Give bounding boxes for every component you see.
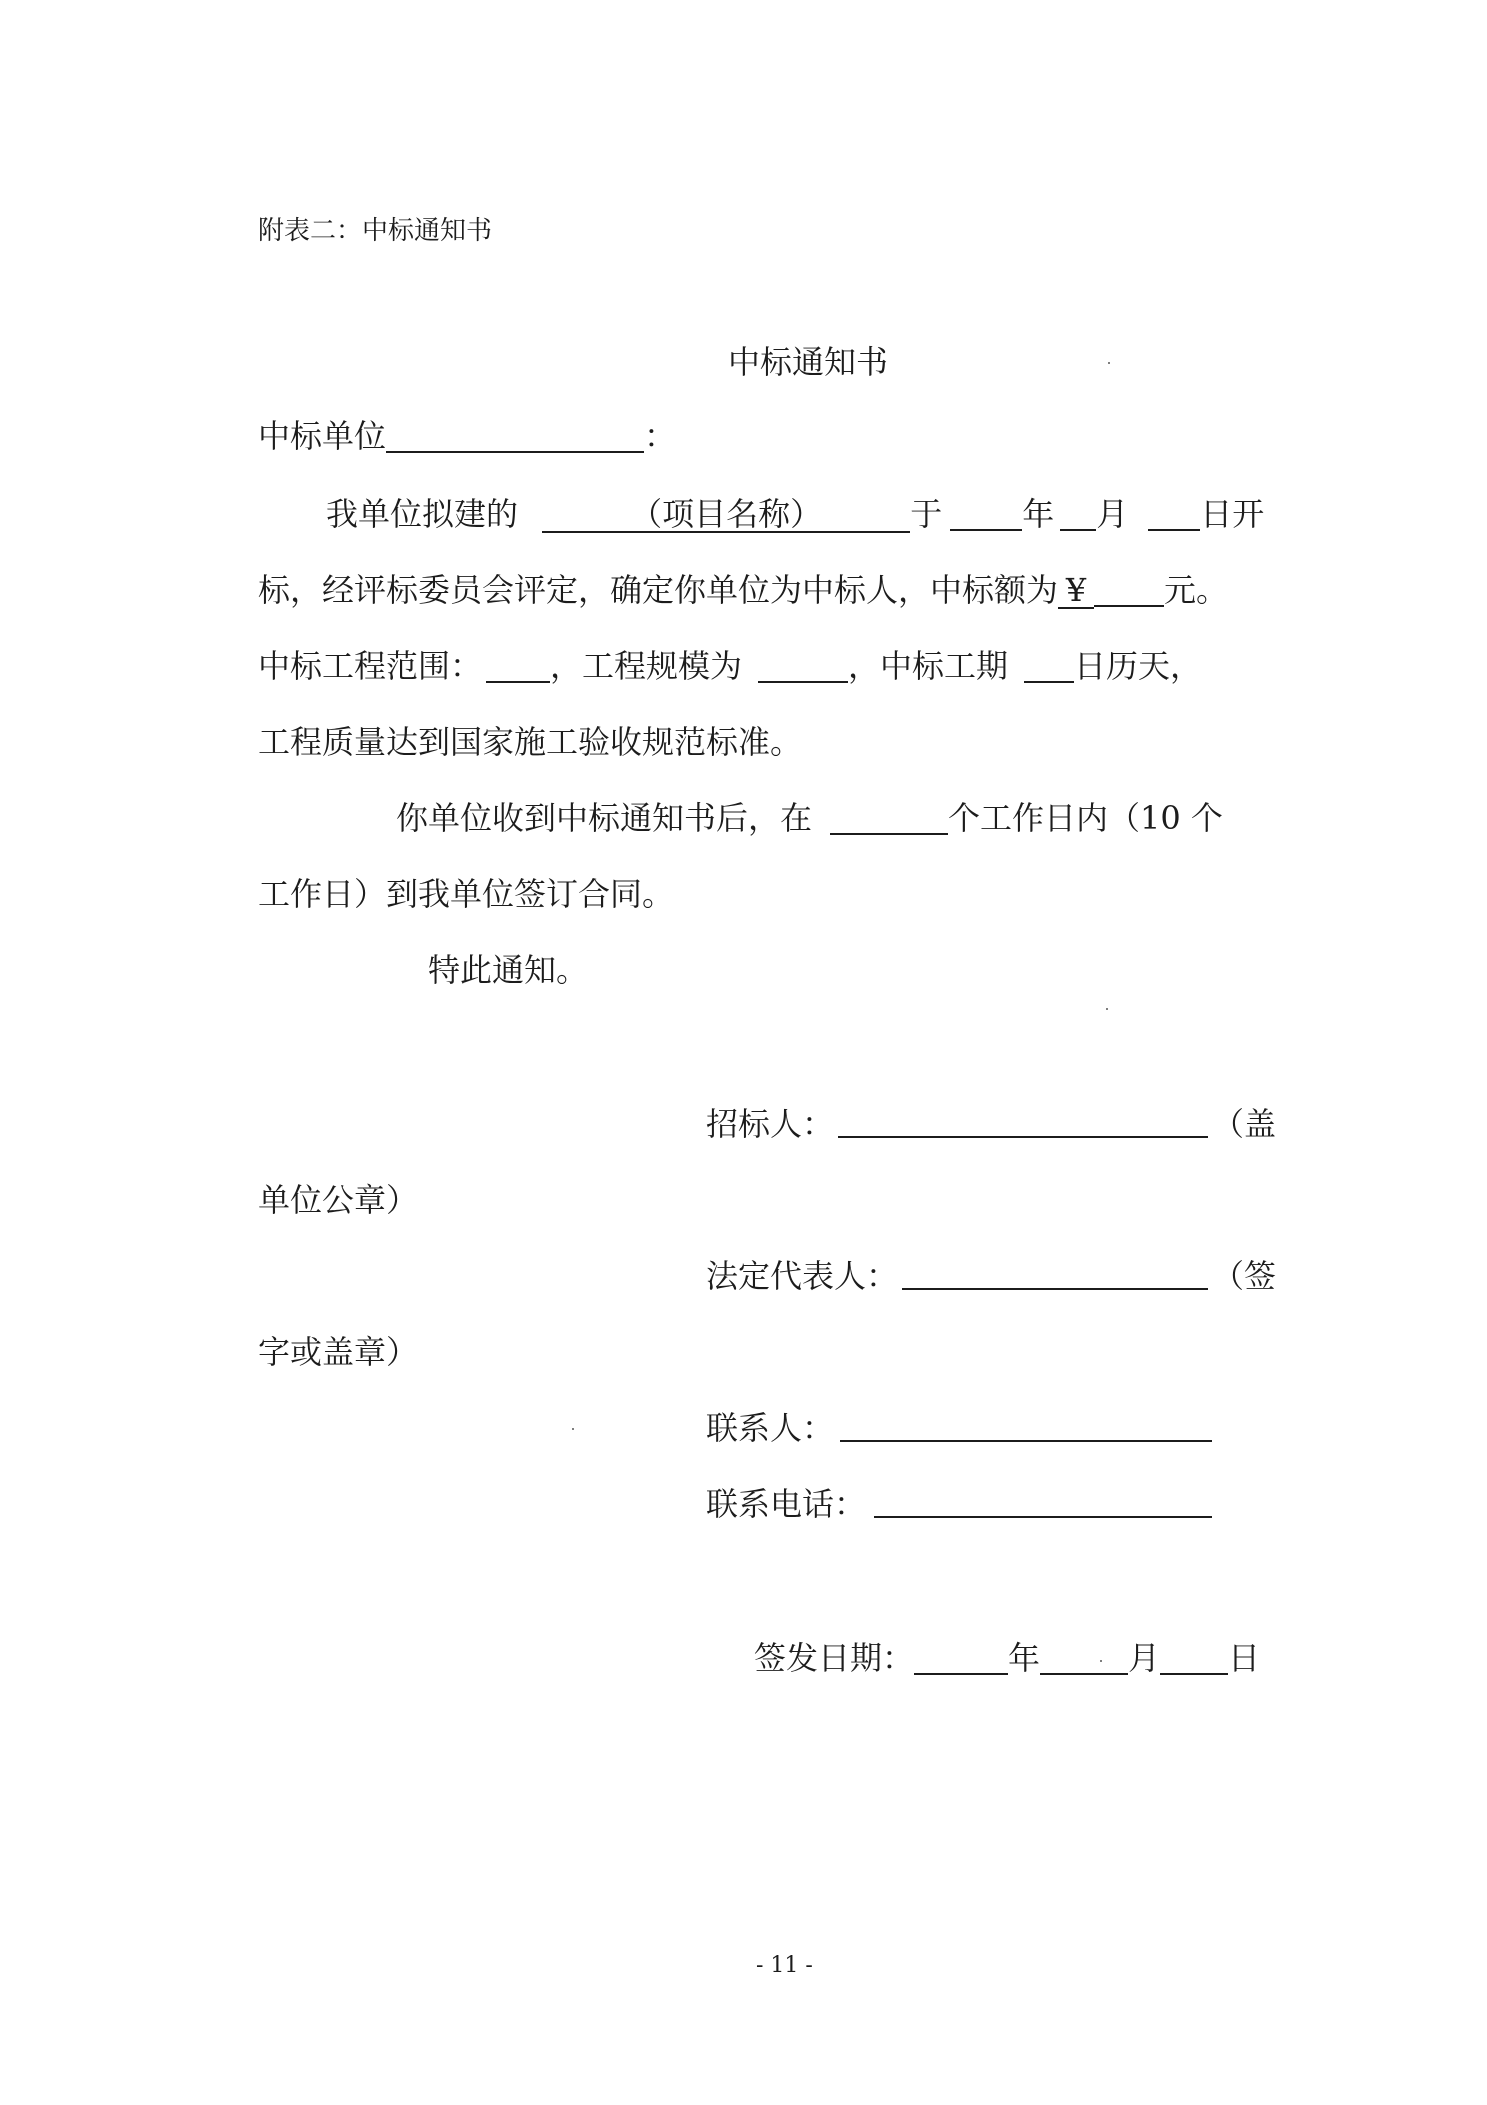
scan-speck xyxy=(1106,1008,1108,1010)
open-month-blank[interactable] xyxy=(1060,499,1096,531)
issue-ri: 日 xyxy=(1228,1639,1261,1677)
para1-line3 xyxy=(258,646,1202,686)
document-title: 中标通知书 xyxy=(728,343,889,381)
issue-date-label: 签发日期： xyxy=(754,1639,915,1677)
workdays-blank[interactable] xyxy=(830,803,948,835)
contact-line[interactable] xyxy=(840,1440,1212,1442)
para1-line4: 工程质量达到国家施工验收规范标准。 xyxy=(258,723,803,761)
para1-prefix: 我单位拟建的 xyxy=(326,495,519,533)
page-number: - 11 - xyxy=(756,1953,813,1978)
para1-line2 xyxy=(258,570,1228,610)
para2-suffix: 个工作日内（10 个 xyxy=(948,799,1223,837)
para1-nian: 年 xyxy=(1022,495,1055,533)
tenderer-wrap: 单位公章） xyxy=(258,1181,419,1219)
phone-line[interactable] xyxy=(874,1516,1212,1518)
para1-line2-text: 标，经评标委员会评定，确定你单位为中标人，中标额为 xyxy=(258,571,1059,609)
issue-nian: 年 xyxy=(1008,1639,1041,1677)
closing-text: 特此通知。 xyxy=(428,951,589,989)
scope-blank[interactable] xyxy=(486,651,550,683)
recipient-label: 中标单位 xyxy=(258,417,387,455)
para2-line2: 工作日）到我单位签订合同。 xyxy=(258,875,675,913)
scale-label: ，工程规模为 xyxy=(550,647,743,685)
issue-month-blank[interactable] xyxy=(1040,1643,1128,1675)
period-blank[interactable] xyxy=(1024,651,1074,683)
legal-rep-suffix: （签 xyxy=(1212,1257,1277,1295)
recipient-line xyxy=(258,416,676,456)
issue-date-line xyxy=(754,1638,1260,1678)
open-year-blank[interactable] xyxy=(950,499,1022,531)
legal-rep-line[interactable] xyxy=(902,1288,1208,1290)
tenderer-label: 招标人： xyxy=(706,1105,835,1143)
days-label: 日历天， xyxy=(1074,647,1203,685)
project-name-field[interactable] xyxy=(542,497,910,533)
recipient-blank[interactable] xyxy=(386,421,644,453)
tenderer-suffix: （盖 xyxy=(1212,1105,1277,1143)
attachment-label: 附表二：中标通知书 xyxy=(258,216,493,246)
para2-line1 xyxy=(396,798,1223,838)
scope-label: 中标工程范围： xyxy=(258,647,483,685)
issue-yue: 月 xyxy=(1128,1639,1161,1677)
para1-yuan: 元。 xyxy=(1164,571,1229,609)
scan-speck xyxy=(1100,1660,1102,1662)
contact-label: 联系人： xyxy=(706,1409,835,1447)
currency-symbol: ¥ xyxy=(1058,573,1094,609)
issue-day-blank[interactable] xyxy=(1160,1643,1228,1675)
open-day-blank[interactable] xyxy=(1148,499,1200,531)
tenderer-line[interactable] xyxy=(838,1136,1208,1138)
scale-blank[interactable] xyxy=(758,651,848,683)
para1-yue: 月 xyxy=(1096,495,1129,533)
para1-ri-kai: 日开 xyxy=(1200,495,1265,533)
period-label: ，中标工期 xyxy=(848,647,1009,685)
issue-year-blank[interactable] xyxy=(914,1643,1008,1675)
phone-label: 联系电话： xyxy=(706,1485,867,1523)
scan-speck xyxy=(1108,362,1110,364)
para1-line1 xyxy=(326,494,1264,534)
para1-yu: 于 xyxy=(910,495,943,533)
recipient-colon: ： xyxy=(644,417,677,455)
project-name-placeholder: （项目名称） xyxy=(630,495,823,533)
legal-rep-label: 法定代表人： xyxy=(706,1257,899,1295)
bid-amount-blank[interactable] xyxy=(1094,575,1164,607)
scan-speck xyxy=(572,1428,574,1430)
legal-rep-wrap: 字或盖章） xyxy=(258,1333,419,1371)
para2-prefix: 你单位收到中标通知书后，在 xyxy=(396,799,813,837)
